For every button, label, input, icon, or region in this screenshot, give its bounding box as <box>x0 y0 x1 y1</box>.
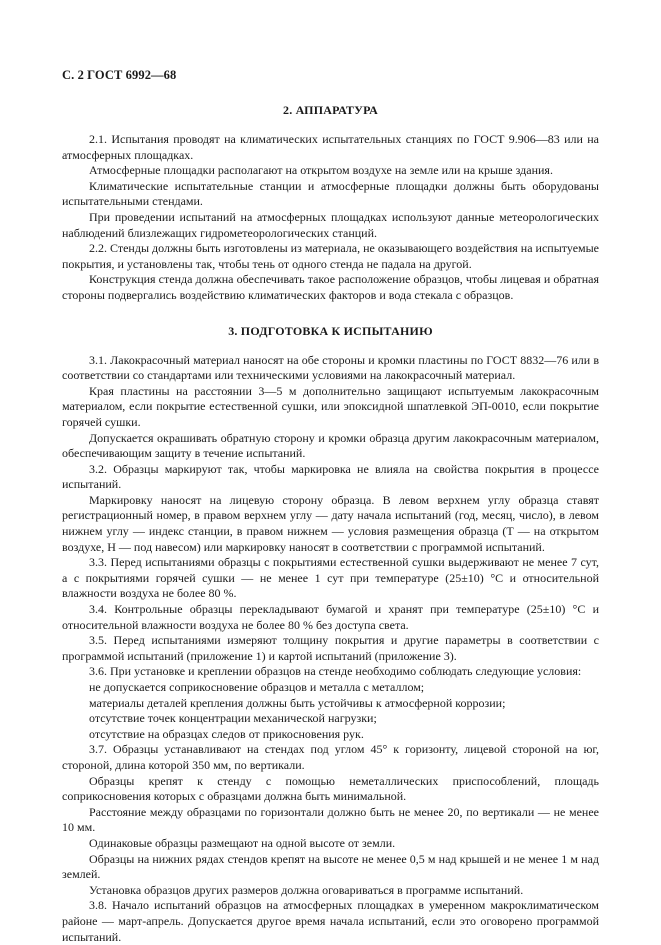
paragraph: Допускается окрашивать обратную сторону и кромки образца другим лакокрасочным материалом, обеспечивающим защиту в течение испытаний. <box>62 430 599 461</box>
paragraph: Образцы на нижних рядах стендов крепят на высоте не менее 0,5 м над крышей и не менее 1 м над землей. <box>62 851 599 882</box>
paragraph: 3.3. Перед испытаниями образцы с покрытиями естественной сушки выдерживают не менее 7 сут, а с покрытиями горячей сушки — не менее 1 сут при температуре (25±10) °С и относительной влажности воздуха не более 80 %. <box>62 555 599 601</box>
paragraph: 3.4. Контрольные образцы перекладывают бумагой и хранят при температуре (25±10) °С и относительной влажности воздуха не более 80 % без доступа света. <box>62 602 599 632</box>
list-item: отсутствие на образцах следов от прикосновения рук. <box>89 726 364 741</box>
list-item: не допускается соприкосновение образцов и металла с металлом; <box>89 680 425 694</box>
paragraph: Края пластины на расстоянии 3—5 м дополнительно защищают испытуемым лакокрасочным материалом, если покрытие естественной сушки, или эпоксидной шпатлевкой ЭП-0010, если покрытие горячей сушки. <box>62 383 599 429</box>
paragraph: 2.1. Испытания проводят на климатических испытательных станциях по ГОСТ 9.906—83 или на атмосферных площадках. <box>62 132 599 162</box>
document-page <box>62 68 599 945</box>
paragraph: 3.8. Начало испытаний образцов на атмосферных площадках в умеренном макроклиматическом районе — март-апрель. Допускается другое время начала испытаний, если это оговорено программой испытаний. <box>62 898 599 944</box>
section-apparatus <box>62 103 599 304</box>
paragraph: Одинаковые образцы размещают на одной высоте от земли. <box>89 835 396 850</box>
paragraph: 3.2. Образцы маркируют так, чтобы маркировка не влияла на свойства покрытия в процессе испытаний. <box>62 461 599 492</box>
paragraph: 3.7. Образцы устанавливают на стендах под углом 45° к горизонту, лицевой стороной на юг, стороной, длина которой 350 мм, по вертикали. <box>62 742 599 772</box>
list-item: материалы деталей крепления должны быть устойчивы к атмосферной коррозии; <box>89 695 506 710</box>
paragraph: 3.1. Лакокрасочный материал наносят на обе стороны и кромки пластины по ГОСТ 8832—76 или в соответствии со стандартами или техническими условиями на лакокрасочный материал. <box>62 352 599 383</box>
paragraph: При проведении испытаний на атмосферных площадках используют данные метеорологических наблюдений близлежащих гидрометеорологических станций. <box>62 209 599 240</box>
paragraph: Установка образцов других размеров должна оговариваться в программе испытаний. <box>89 882 524 897</box>
paragraph: 3.5. Перед испытаниями измеряют толщину покрытия и другие параметры в соответствии с программой испытаний (приложение 1) и картой испытаний (приложение 3). <box>62 633 599 663</box>
paragraph: 3.6. При установке и креплении образцов на стенде необходимо соблюдать следующие условия: <box>89 664 582 679</box>
section-title: 3. ПОДГОТОВКА К ИСПЫТАНИЮ <box>228 323 433 338</box>
paragraph: Маркировку наносят на лицевую сторону образца. В левом верхнем углу образца ставят регистрационный номер, в правом верхнем углу — дату начала испытаний (год, месяц, число), в левом нижнем углу — индекс станции, в правом нижнем — условия размещения образца (Т — на открытом воздухе, Н — под навесом) или маркировку наносят в соответствии с программой испытаний. <box>62 492 599 554</box>
section-preparation <box>62 324 599 945</box>
paragraph: Образцы крепят к стенду с помощью неметаллических приспособлений, площадь соприкосновения которых с образцами должна быть минимальной. <box>62 773 599 804</box>
section-title: 2. АППАРАТУРА <box>283 103 378 117</box>
list-item: отсутствие точек концентрации механической нагрузки; <box>89 711 377 726</box>
paragraph: Расстояние между образцами по горизонтали должно быть не менее 20, по вертикали — не менее 10 мм. <box>62 804 599 835</box>
paragraph: Атмосферные площадки располагают на открытом воздухе на земле или на крыше здания. <box>89 163 553 178</box>
paragraph: 2.2. Стенды должны быть изготовлены из материала, не оказывающего воздействия на испытуемые покрытия, и установлены так, чтобы тень от одного стенда не падала на другой. <box>62 241 599 271</box>
paragraph: Климатические испытательные станции и атмосферные площадки должны быть оборудованы испытательными стендами. <box>62 178 599 209</box>
running-head: С. 2 ГОСТ 6992—68 <box>62 68 177 82</box>
paragraph: Конструкция стенда должна обеспечивать такое расположение образцов, чтобы лицевая и обратная стороны подвергались воздействию климатических факторов и вода стекала с образцов. <box>62 272 599 302</box>
